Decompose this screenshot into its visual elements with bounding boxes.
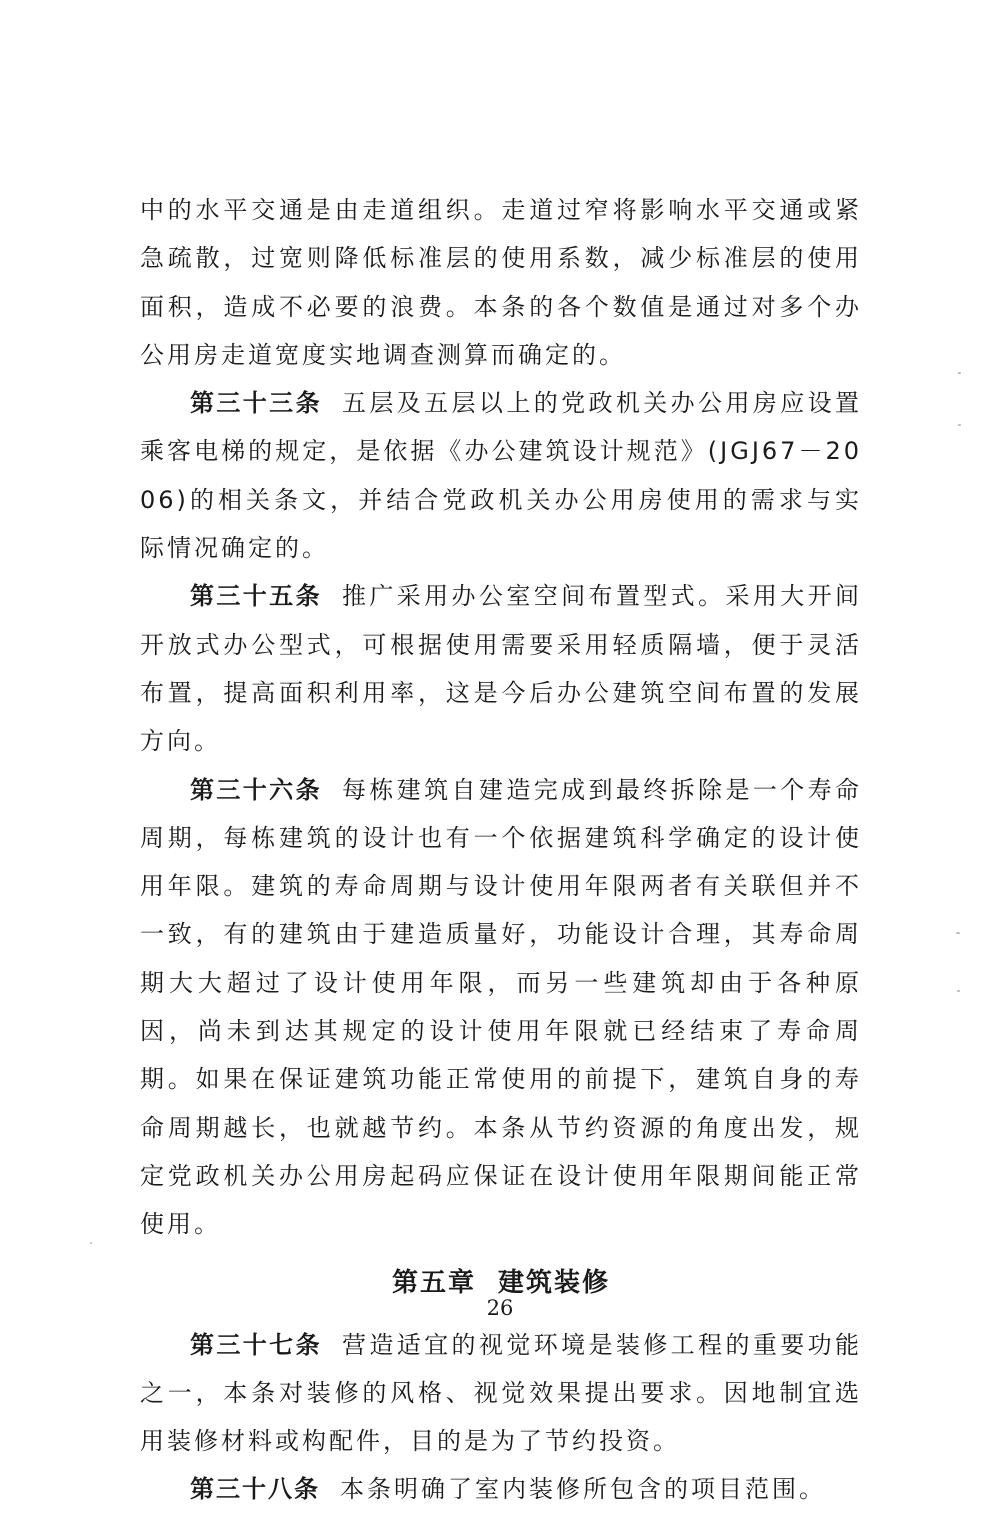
scan-speck <box>956 932 960 934</box>
article-paragraph <box>140 1321 862 1466</box>
article-label: 第三十五条 <box>190 582 322 611</box>
paragraph-continued <box>140 186 862 379</box>
article-paragraph <box>140 379 862 572</box>
paragraph-text: 中的水平交通是由走道组织。走道过窄将影响水平交通或紧急疏散，过宽则降低标准层的使用系数，减少标准层的使用面积，造成不必要的浪费。本条的各个数值是通过对多个办公用房走道宽度实地调查测算而确定的。 <box>140 196 862 369</box>
paragraph-text: 每栋建筑自建造完成到最终拆除是一个寿命周期，每栋建筑的设计也有一个依据建筑科学确定的设计使用年限。建筑的寿命周期与设计使用年限两者有关联但并不一致，有的建筑由于建造质量好，功能设计合理，其寿命周期大大超过了设计使用年限，而另一些建筑却由于各种原因，尚未到达其规定的设计使用年限就已经结束了寿命周期。如果在保证建筑功能正常使用的前提下，建筑自身的寿命周期越长，也就越节约。本条从节约资源的角度出发，规定党政机关办公用房起码应保证在设计使用年限期间能正常使用。 <box>140 775 863 1239</box>
scan-speck <box>957 990 960 992</box>
article-label: 第三十六条 <box>190 775 322 804</box>
paragraph-text: 营造适宜的视觉环境是装修工程的重要功能之一，本条对装修的风格、视觉效果提出要求。因地制宜选用装修材料或构配件，目的是为了节约投资。 <box>140 1330 863 1456</box>
scan-speck <box>90 1242 92 1244</box>
paragraph-text: 五层及五层以上的党政机关办公用房应设置乘客电梯的规定，是依据《办公建筑设计规范》(JGJ67－2006)的相关条文，并结合党政机关办公用房使用的需求与实际情况确定的。 <box>140 389 863 563</box>
chapter-number: 第五章 <box>391 1267 476 1298</box>
page-number: 26 <box>486 1296 514 1320</box>
chapter-title: 建筑装修 <box>498 1267 611 1298</box>
scan-speck <box>958 372 961 374</box>
article-label: 第三十八条 <box>190 1475 320 1504</box>
article-label: 第三十七条 <box>190 1330 322 1359</box>
article-label: 第三十三条 <box>190 389 322 418</box>
paragraph-text: 推广采用办公室空间布置型式。采用大开间开放式办公型式，可根据使用需要采用轻质隔墙，便于灵活布置，提高面积利用率，这是今后办公建筑空间布置的发展方向。 <box>140 582 863 756</box>
scan-speck <box>958 424 961 426</box>
paragraph-text: 本条明确了室内装修所包含的项目范围。 <box>340 1475 826 1504</box>
article-paragraph <box>140 766 862 1249</box>
article-paragraph <box>140 572 862 765</box>
article-paragraph <box>140 1465 862 1513</box>
